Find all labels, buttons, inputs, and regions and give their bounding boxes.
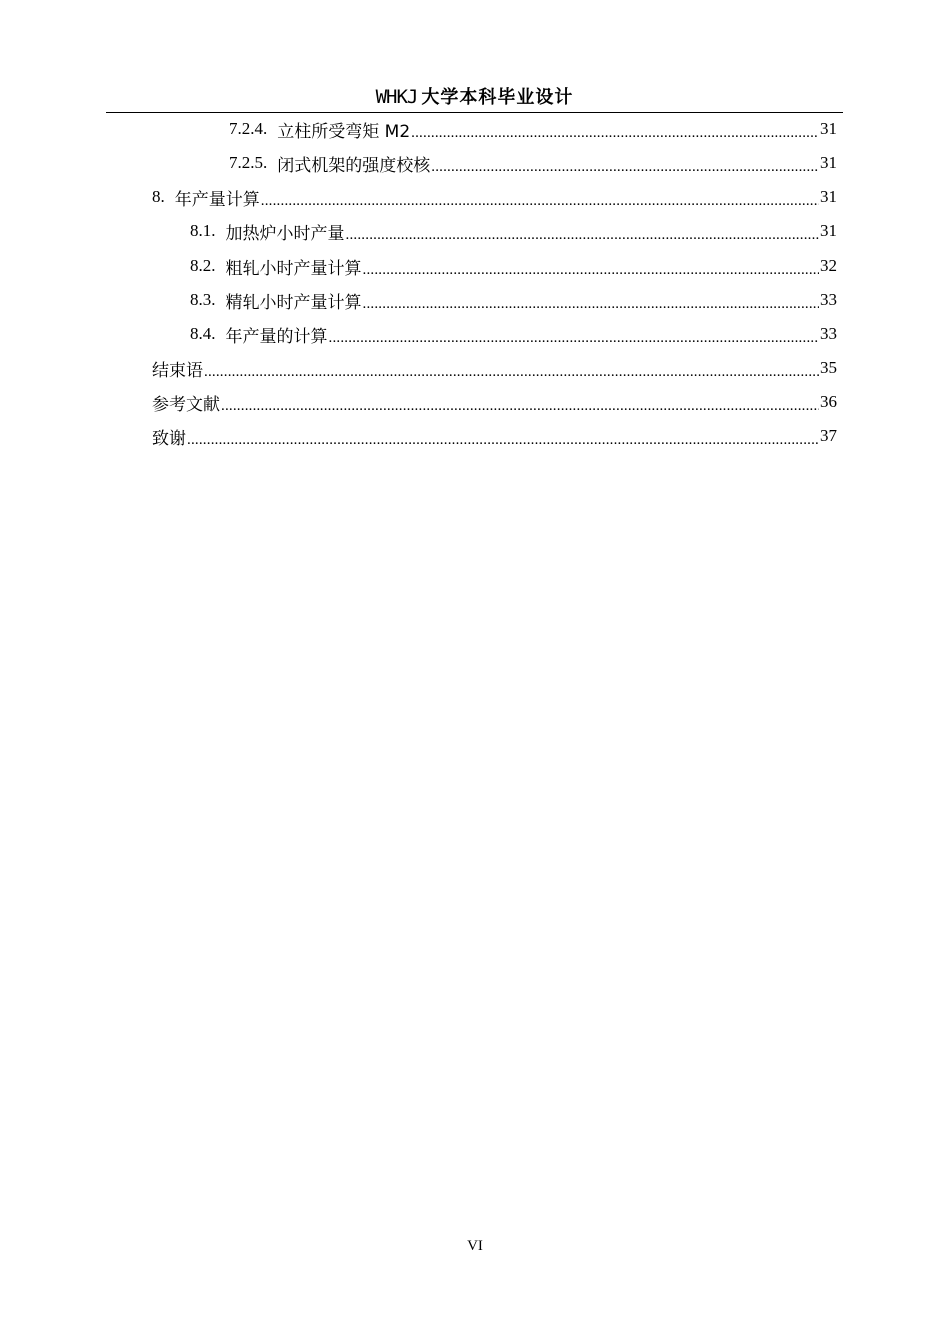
toc-entry-title: 闭式机架的强度校核: [277, 155, 431, 176]
toc-entry-title: 加热炉小时产量: [225, 223, 345, 244]
toc-leader-dots: [411, 122, 819, 142]
toc-entry-title: 立柱所受弯矩 M2: [277, 121, 411, 142]
toc-entry-title: 精轧小时产量计算: [225, 292, 362, 313]
toc-leader-dots: [431, 156, 819, 176]
page-number: VI: [467, 1238, 483, 1254]
toc-entry-page: 31: [820, 119, 837, 138]
page-header: [106, 84, 843, 113]
toc-entry[interactable]: [229, 112, 837, 146]
toc-entry-title: 粗轧小时产量计算: [225, 258, 362, 279]
toc-entry-page: 37: [820, 426, 837, 445]
toc-entry-number: 8.2.: [190, 256, 216, 275]
toc-entry-page: 31: [820, 187, 837, 206]
toc-entry[interactable]: [152, 180, 837, 214]
toc-leader-dots: [346, 224, 820, 244]
toc-leader-dots: [363, 293, 820, 313]
toc-entry[interactable]: [190, 283, 837, 317]
toc-entry-number: 7.2.4.: [229, 119, 268, 138]
header-title: [376, 84, 574, 111]
toc-leader-dots: [363, 259, 820, 279]
toc-leader-dots: [204, 361, 819, 381]
toc-entry-title: 结束语: [152, 360, 203, 381]
toc-entry-number: 8.: [152, 187, 165, 206]
toc-entry-title: 参考文献: [152, 394, 220, 415]
toc-entry-page: 33: [820, 290, 837, 309]
toc-entry[interactable]: [152, 351, 837, 385]
toc-entry-number: 8.4.: [190, 324, 216, 343]
toc-entry[interactable]: [190, 214, 837, 248]
toc-entry-number: 8.3.: [190, 290, 216, 309]
toc-entry[interactable]: [190, 249, 837, 283]
toc-entry-title: 致谢: [152, 428, 186, 449]
toc-entry[interactable]: [190, 317, 837, 351]
toc-leader-dots: [221, 395, 819, 415]
toc-leader-dots: [261, 190, 819, 210]
toc-entry-title: 年产量的计算: [225, 326, 328, 347]
toc-entry[interactable]: [152, 385, 837, 419]
toc-entry-page: 32: [820, 256, 837, 275]
toc-entry-number: 8.1.: [190, 221, 216, 240]
toc-entry-page: 36: [820, 392, 837, 411]
toc-entry-number: 7.2.5.: [229, 153, 268, 172]
toc-entry-page: 31: [820, 221, 837, 240]
toc-leader-dots: [329, 327, 820, 347]
toc-entry-page: 35: [820, 358, 837, 377]
toc-entry[interactable]: [152, 419, 837, 453]
toc-entry-title: 年产量计算: [174, 189, 260, 210]
toc-entry[interactable]: [229, 146, 837, 180]
toc-entry-page: 31: [820, 153, 837, 172]
header-school-code: WHKJ: [375, 86, 418, 108]
toc-entry-page: 33: [820, 324, 837, 343]
toc-leader-dots: [187, 429, 819, 449]
header-doc-type: 大学本科毕业设计: [421, 87, 574, 108]
